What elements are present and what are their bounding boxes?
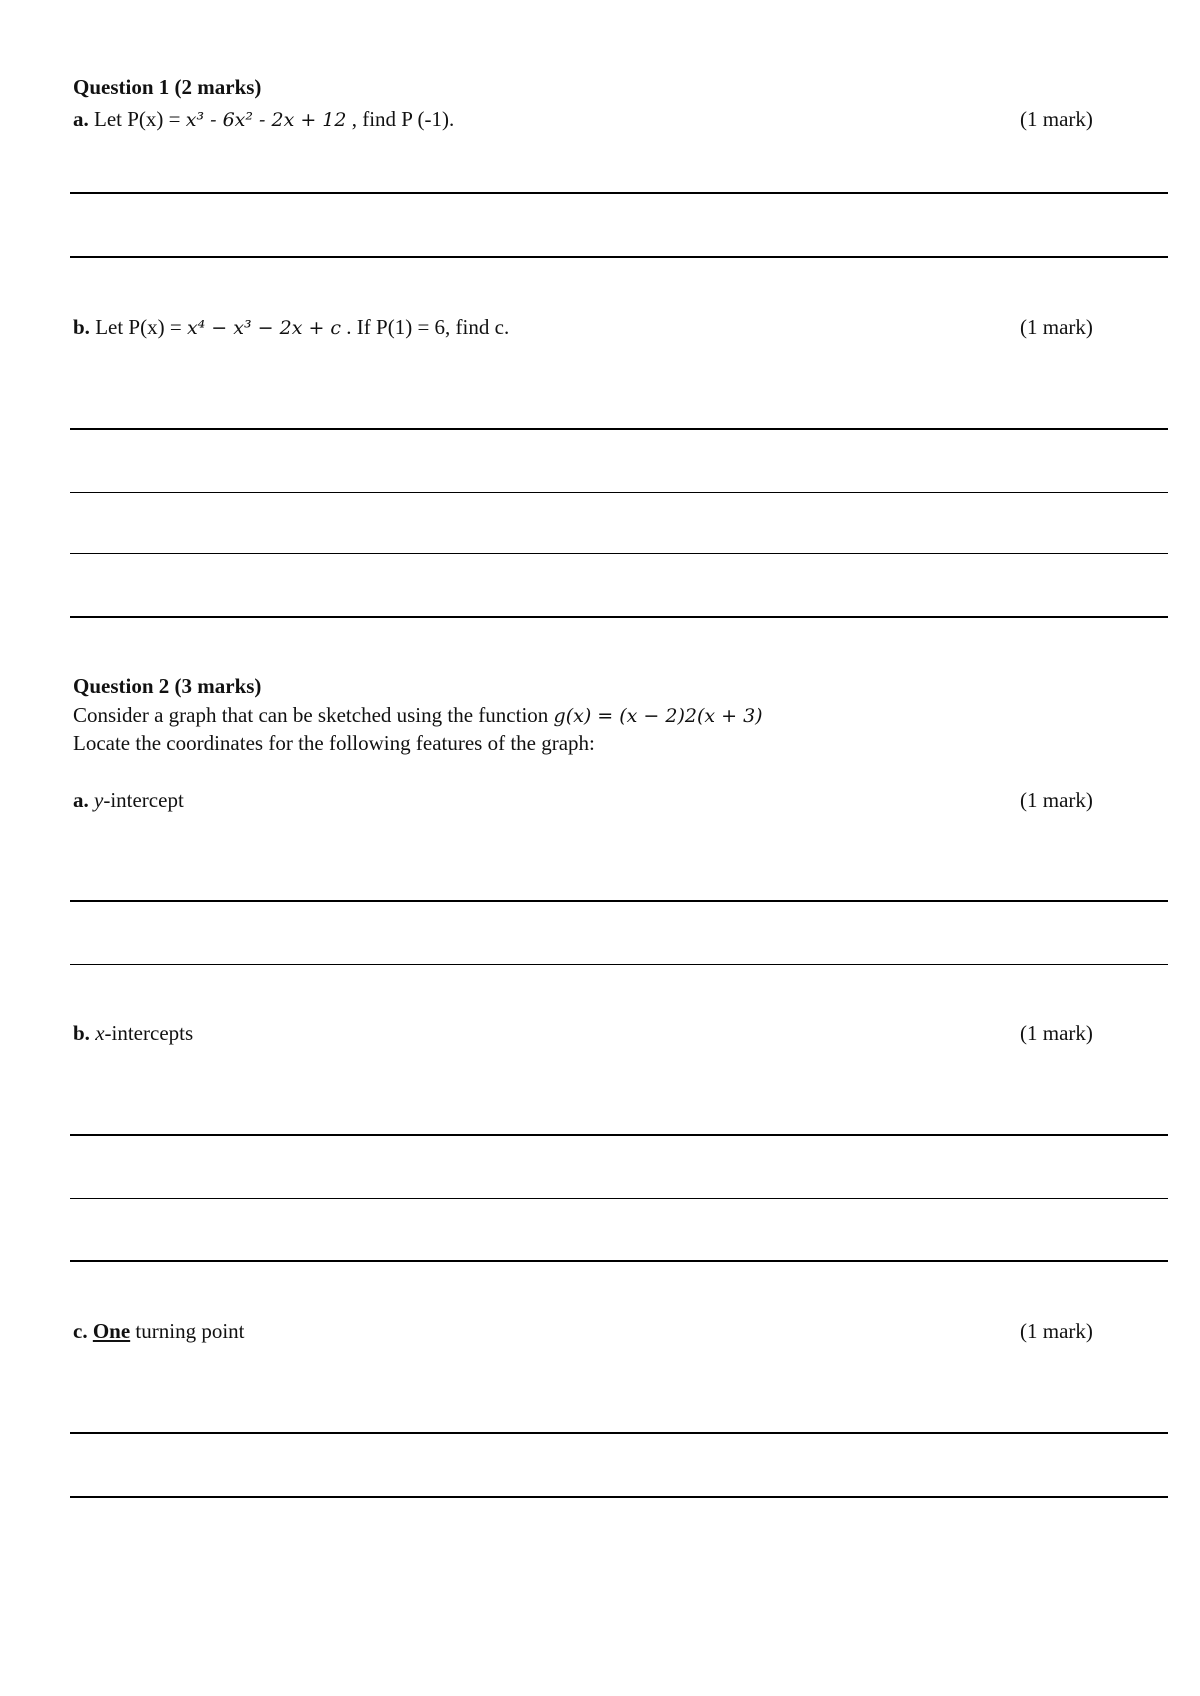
question-1b-prefix: Let P(x) = [95,315,187,339]
question-2c-text [73,1319,245,1343]
question-1b-text [73,315,509,340]
question-2-intro-prefix: Consider a graph that can be sketched using the function [73,703,554,727]
question-1b-marks: (1 mark) [1020,315,1093,339]
answer-line [70,492,1168,493]
question-1a-marks: (1 mark) [1020,107,1093,131]
answer-line [70,1198,1168,1199]
answer-line [70,1134,1168,1136]
question-2c-emphasis: One [92,1319,131,1343]
answer-line [70,964,1168,965]
question-1a-text [73,107,454,132]
answer-line [70,428,1168,430]
question-1b-polynomial: x⁴ − x³ − 2x + c [186,317,342,339]
question-2b-feature: -intercepts [104,1021,194,1045]
question-2c-label: c. [73,1319,88,1343]
question-1-title: Question 1 (2 marks) [73,75,262,99]
answer-line [70,616,1168,618]
question-2a-variable: y [94,788,104,812]
question-2-intro [73,703,763,728]
question-2c-feature: turning point [130,1319,245,1343]
question-2a-text [73,788,184,812]
question-1b-label: b. [73,315,90,339]
question-2b-text [73,1021,193,1045]
question-2-instruction: Locate the coordinates for the following features of the graph: [73,731,595,755]
question-2b-label: b. [73,1021,90,1045]
answer-line [70,1432,1168,1434]
answer-line [70,553,1168,554]
question-2-title: Question 2 (3 marks) [73,674,262,698]
question-2a-marks: (1 mark) [1020,788,1093,812]
question-1a-polynomial: x³ - 6x² - 2x + 12 [185,109,347,131]
answer-line [70,256,1168,258]
question-1a-prefix: Let P(x) = [94,107,186,131]
answer-line [70,1496,1168,1498]
question-2b-marks: (1 mark) [1020,1021,1093,1045]
question-2a-label: a. [73,788,89,812]
answer-line [70,1260,1168,1262]
question-1a-label: a. [73,107,89,131]
question-1a-suffix: , find P (-1). [351,107,455,131]
answer-line [70,900,1168,902]
question-1b-suffix: . If P(1) = 6, find c. [346,315,510,339]
question-2-function: g(x) = (x − 2)2(x + 3) [553,705,763,727]
question-2c-marks: (1 mark) [1020,1319,1093,1343]
question-2a-feature: -intercept [103,788,184,812]
question-2b-variable: x [95,1021,105,1045]
answer-line [70,192,1168,194]
